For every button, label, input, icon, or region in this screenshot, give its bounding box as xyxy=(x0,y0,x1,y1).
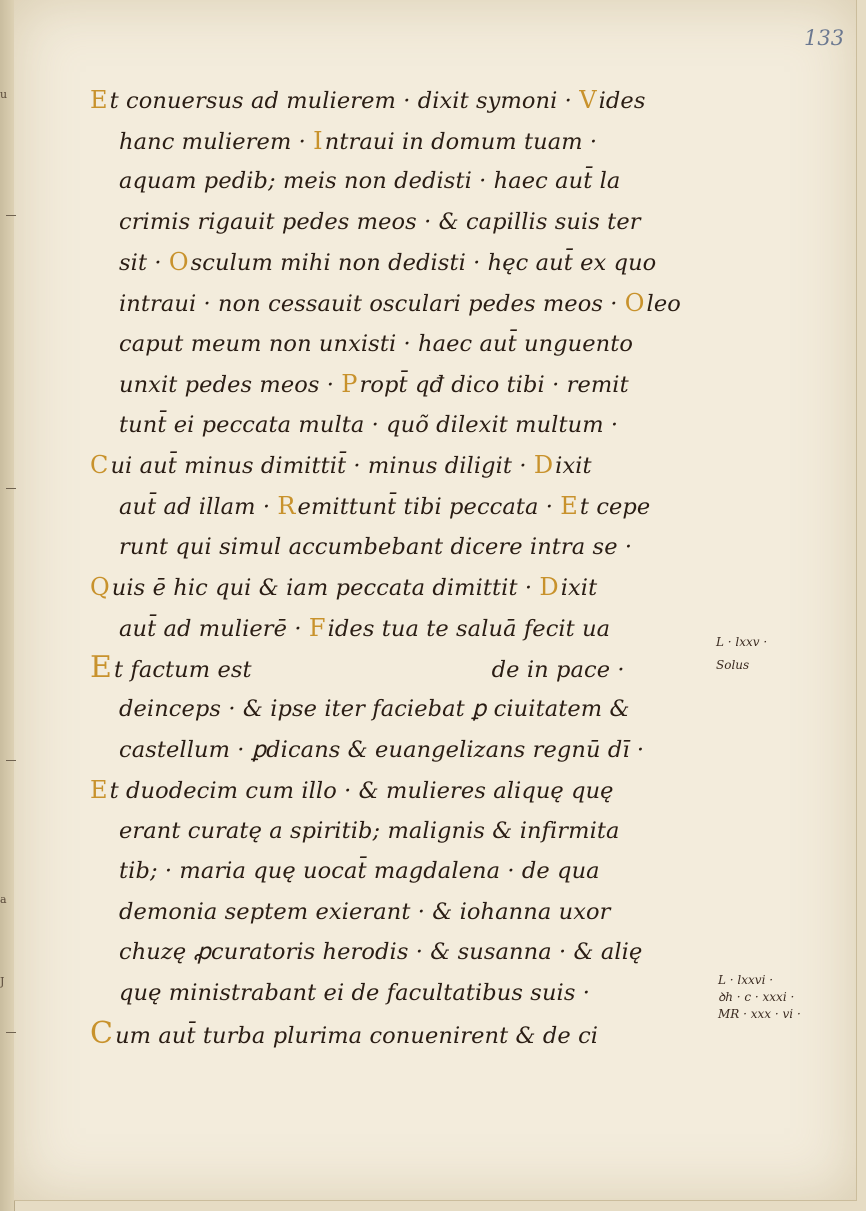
initial-letter: P xyxy=(341,370,358,399)
margin-note-line: L · lxxvi · xyxy=(718,973,774,987)
line-text: leo xyxy=(646,290,681,317)
text-column xyxy=(90,80,710,1054)
leaf-tick xyxy=(6,488,16,489)
text-line xyxy=(90,608,710,649)
line-text: sculum mihi non dedisti · hęc aut̄ ex quo xyxy=(190,250,657,277)
initial-letter: F xyxy=(308,613,326,642)
text-line xyxy=(90,730,710,771)
text-line xyxy=(90,932,710,973)
text-line xyxy=(90,851,710,892)
folio-number: 133 xyxy=(804,26,845,50)
margin-note-line: Solus xyxy=(716,658,750,672)
manuscript-page xyxy=(14,0,857,1201)
line-text: unxit pedes meos · xyxy=(119,372,342,399)
text-line xyxy=(90,161,710,202)
line-text: t factum est xyxy=(114,657,252,684)
line-text: ropt̄ qđ dico tibi · remit xyxy=(359,372,629,399)
line-text: aut̄ ad mulierē · xyxy=(119,615,309,642)
text-line xyxy=(90,202,710,243)
text-line xyxy=(90,121,710,162)
text-line xyxy=(90,770,710,811)
line-text: ntraui in domum tuam · xyxy=(324,128,598,155)
text-line xyxy=(90,648,710,689)
line-text: ui aut̄ minus dimittit̄ · minus diligit · xyxy=(110,453,534,480)
text-line xyxy=(90,1014,710,1055)
line-text: deinceps · & ipse iter faciebat ꝑ ciuitatem & xyxy=(119,695,630,722)
edge-mark: J xyxy=(0,975,5,988)
text-line xyxy=(90,364,710,405)
line-text: emittunt̄ tibi peccata · xyxy=(297,493,561,520)
margin-note-line: L · lxxv · xyxy=(716,635,768,649)
initial-letter: D xyxy=(533,451,554,480)
text-line xyxy=(90,486,710,527)
line-text: uis ē hic qui & iam peccata dimittit · xyxy=(111,575,540,602)
text-line xyxy=(90,324,710,365)
line-text: aut̄ ad illam · xyxy=(119,493,278,520)
text-line xyxy=(90,283,710,324)
previous-leaf-edge xyxy=(0,0,15,1211)
line-text: ixit xyxy=(555,453,592,480)
text-line xyxy=(90,405,710,446)
initial-letter: E xyxy=(90,776,108,805)
line-text: ides xyxy=(598,88,646,114)
line-text: ides tua te saluā fecit ua xyxy=(327,615,611,642)
leaf-tick xyxy=(6,1032,16,1033)
line-text: castellum · ꝑdicans & euangelizans regnū dī · xyxy=(119,736,645,763)
edge-mark: u xyxy=(0,88,8,101)
line-text: de in pace · xyxy=(491,657,625,684)
margin-note-line: ꝺh · c · xxxi · xyxy=(718,990,795,1004)
initial-letter: I xyxy=(313,126,323,155)
text-line xyxy=(90,811,710,852)
initial-letter: O xyxy=(624,288,645,317)
line-text: chuzę ꝓcuratoris herodis · & susanna · & alię xyxy=(119,939,643,966)
line-text: runt qui simul accumbebant dicere intra se · xyxy=(119,533,633,560)
line-text: demonia septem exierant · & iohanna uxor xyxy=(119,898,611,925)
line-text: t cepe xyxy=(579,493,651,520)
text-line xyxy=(90,689,710,730)
text-line xyxy=(90,567,710,608)
initial-letter: Q xyxy=(90,573,110,602)
text-line xyxy=(90,527,710,568)
text-line xyxy=(90,973,710,1014)
margin-note-line: MR · xxx · vi · xyxy=(718,1007,801,1021)
initial-letter: V xyxy=(579,86,597,114)
line-text: erant curatę a spiritib; malignis & infirmita xyxy=(119,817,620,844)
initial-letter: O xyxy=(168,248,189,277)
line-text: caput meum non unxisti · haec aut̄ unguento xyxy=(119,330,634,357)
text-line xyxy=(90,892,710,933)
line-text: intraui · non cessauit osculari pedes meos · xyxy=(119,290,625,317)
initial-letter: C xyxy=(90,1015,114,1051)
text-line xyxy=(90,242,710,283)
line-text: tunt̄ ei peccata multa · quõ dilexit multum · xyxy=(119,411,619,438)
line-text: tib; · maria quę uocat̄ magdalena · de qua xyxy=(119,858,600,885)
initial-letter: D xyxy=(539,573,559,602)
edge-mark: a xyxy=(0,893,7,906)
line-text: um aut̄ turba plurima conuenirent & de ci xyxy=(115,1022,599,1049)
margin-note-canon xyxy=(716,634,767,674)
initial-letter: E xyxy=(90,650,112,686)
leaf-tick xyxy=(6,760,16,761)
text-line xyxy=(90,445,710,486)
line-text: sit · xyxy=(119,250,169,277)
initial-letter: R xyxy=(277,491,296,520)
line-text: t conuersus ad mulierem · dixit symoni · xyxy=(109,88,580,114)
line-text: crimis rigauit pedes meos · & capillis suis ter xyxy=(119,208,641,235)
line-text: ixit xyxy=(560,575,598,602)
line-text: quę ministrabant ei de facultatibus suis · xyxy=(119,980,590,1007)
margin-note-canon-2 xyxy=(718,972,801,1023)
initial-letter: E xyxy=(560,491,578,520)
line-text: hanc mulierem · xyxy=(119,128,314,155)
line-text: t duodecim cum illo · & mulieres aliquę quę xyxy=(109,778,614,805)
text-line xyxy=(90,80,710,121)
line-text: aquam pedib; meis non dedisti · haec aut̄ la xyxy=(119,168,621,195)
leaf-tick xyxy=(6,215,16,216)
initial-letter: E xyxy=(90,86,108,114)
initial-letter: C xyxy=(90,451,109,480)
